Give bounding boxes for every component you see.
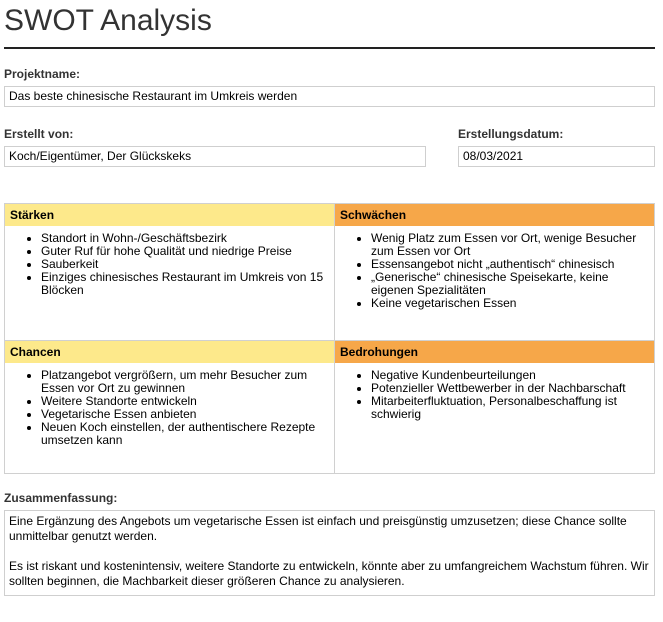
summary-label: Zusammenfassung: <box>4 491 118 505</box>
list-item: • Essensangebot nicht „authentisch“ chinesisch <box>371 258 648 271</box>
opportunities-list <box>5 369 334 447</box>
weaknesses-list <box>335 232 654 310</box>
strengths-header: Stärken <box>5 204 334 226</box>
threats-quadrant <box>335 341 654 473</box>
grid-horizontal-divider <box>5 340 654 341</box>
threats-list <box>335 369 654 421</box>
weaknesses-header: Schwächen <box>335 204 654 226</box>
list-item: • „Generische“ chinesische Speisekarte, keine eigenen Spezialitäten <box>371 271 648 297</box>
summary-paragraph: Eine Ergänzung des Angebots um vegetarische Essen ist einfach und preisgünstig umzusetzen; diese Chance sollte unmittelbar genutzt werden. <box>9 514 627 543</box>
list-item: • Mitarbeiterfluktuation, Personalbeschaffung ist schwierig <box>371 395 648 421</box>
opportunities-quadrant <box>5 341 334 473</box>
swot-grid <box>4 203 655 474</box>
summary-field[interactable] <box>4 510 655 596</box>
list-item: • Standort in Wohn-/Geschäftsbezirk <box>41 232 328 245</box>
opportunities-header: Chancen <box>5 341 334 363</box>
list-item: • Keine vegetarischen Essen <box>371 297 648 310</box>
created-by-field[interactable]: Koch/Eigentümer, Der Glückskeks <box>4 146 426 167</box>
list-item: • Vegetarische Essen anbieten <box>41 408 328 421</box>
list-item: • Guter Ruf für hohe Qualität und niedrige Preise <box>41 245 328 258</box>
list-item: • Platzangebot vergrößern, um mehr Besucher zum Essen vor Ort zu gewinnen <box>41 369 328 395</box>
list-item: • Einziges chinesisches Restaurant im Umkreis von 15 Blöcken <box>41 271 328 297</box>
title-divider <box>4 47 655 49</box>
project-name-field[interactable]: Das beste chinesische Restaurant im Umkreis werden <box>4 86 655 107</box>
list-item: • Sauberkeit <box>41 258 328 271</box>
grid-vertical-divider <box>334 204 335 473</box>
summary-paragraph: Es ist riskant und kostenintensiv, weitere Standorte zu entwickeln, könnte aber zu umfangreichem Wachstum führen. Wir sollten beginnen, die Machbarkeit dieser größeren Chance zu analysieren. <box>9 559 649 588</box>
project-name-label: Projektname: <box>4 67 81 81</box>
list-item: • Negative Kundenbeurteilungen <box>371 369 648 382</box>
list-item: • Weitere Standorte entwickeln <box>41 395 328 408</box>
strengths-quadrant <box>5 204 334 340</box>
list-item: • Neuen Koch einstellen, der authentischere Rezepte umsetzen kann <box>41 421 328 447</box>
strengths-list <box>5 232 334 297</box>
created-date-label: Erstellungsdatum: <box>458 127 564 141</box>
list-item: • Potenzieller Wettbewerber in der Nachbarschaft <box>371 382 648 395</box>
threats-header: Bedrohungen <box>335 341 654 363</box>
weaknesses-quadrant <box>335 204 654 340</box>
list-item: • Wenig Platz zum Essen vor Ort, wenige Besucher zum Essen vor Ort <box>371 232 648 258</box>
page-title: SWOT Analysis <box>4 4 212 37</box>
created-date-field[interactable]: 08/03/2021 <box>458 146 655 167</box>
created-by-label: Erstellt von: <box>4 127 74 141</box>
